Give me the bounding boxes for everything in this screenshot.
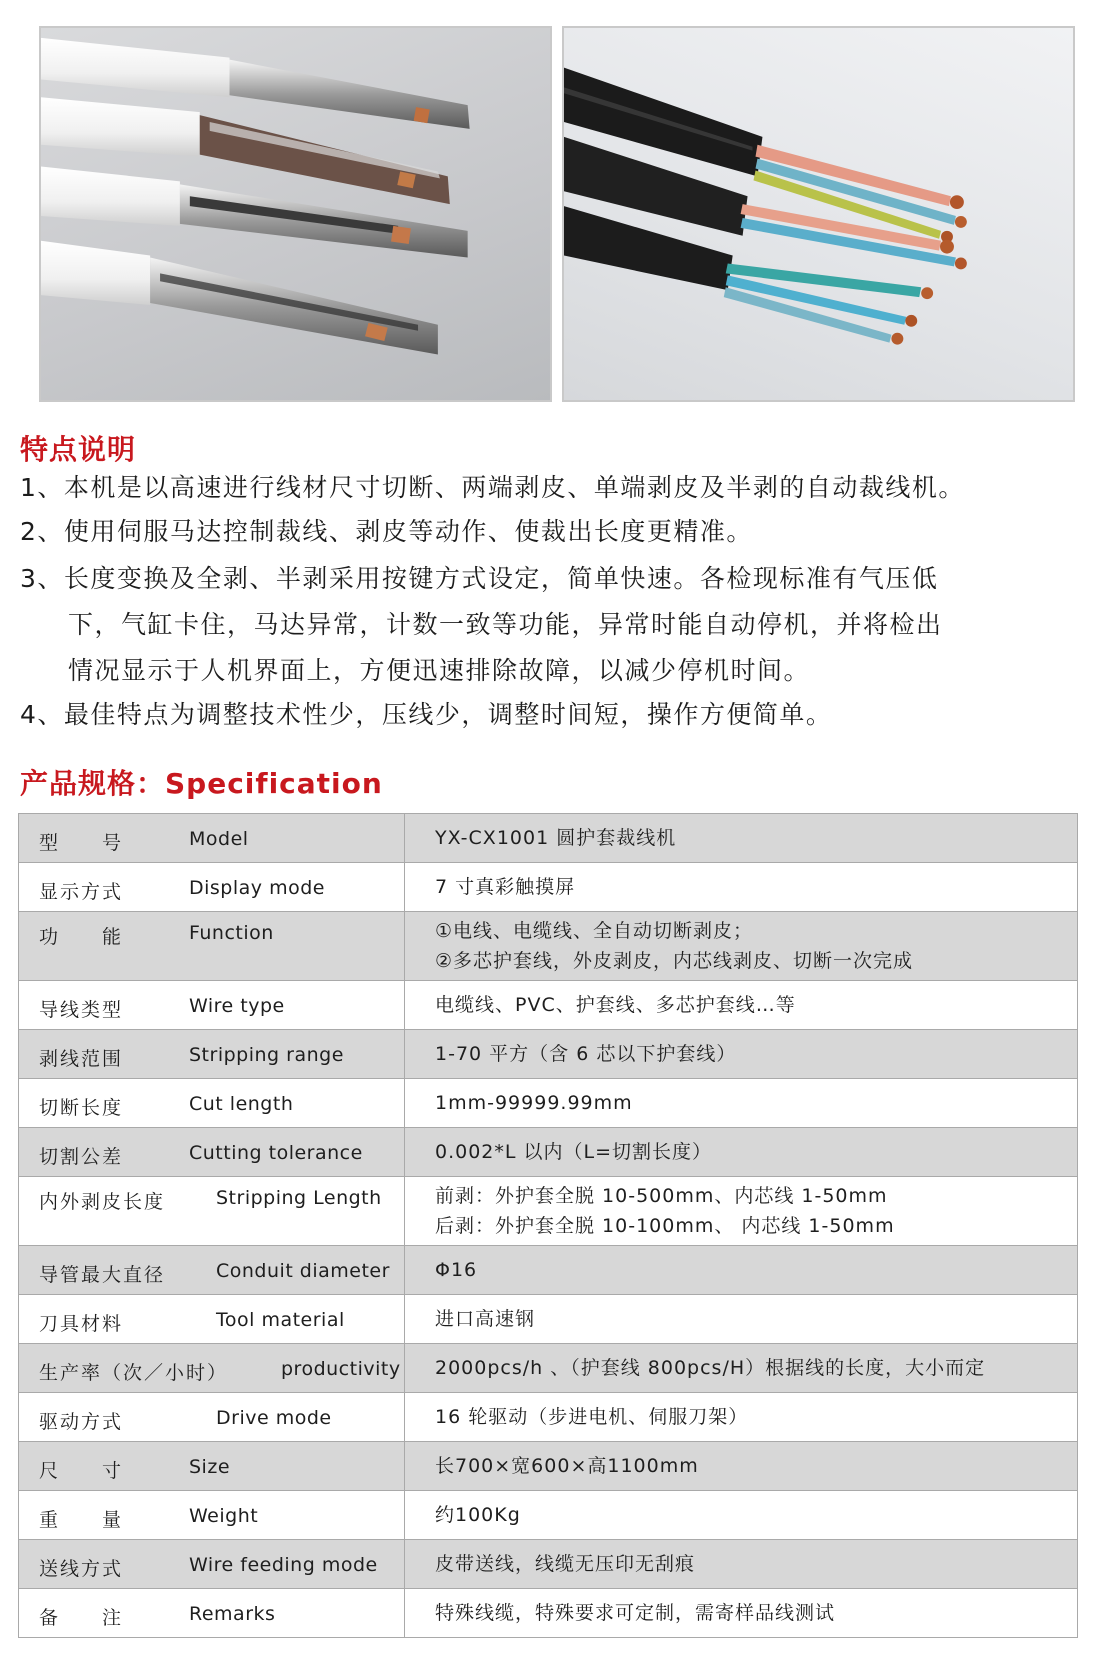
spec-label-cell: [19, 981, 405, 1030]
spec-value: ②多芯护套线，外皮剥皮，内芯线剥皮、切断一次完成: [435, 950, 914, 972]
spec-value: 2000pcs/h 、（护套线 800pcs/H）根据线的长度，大小而定: [435, 1357, 986, 1379]
spec-label-en: Drive mode: [216, 1407, 332, 1429]
spec-label-en: Cutting tolerance: [189, 1142, 363, 1164]
spec-value: 16 轮驱动（步进电机、伺服刀架）: [435, 1406, 749, 1428]
spec-label-cell: [19, 1128, 405, 1177]
spec-row: [19, 1079, 1078, 1128]
spec-value-cell: [405, 863, 1078, 912]
spec-title: 产品规格：Specification: [20, 767, 383, 800]
spec-label-zh: 剥线范围: [39, 1048, 124, 1070]
spec-value: 皮带送线，线缆无压印无刮痕: [435, 1553, 696, 1575]
spec-value-cell: [405, 1079, 1078, 1128]
spec-value: 7 寸真彩触摸屏: [435, 876, 576, 898]
spec-row: [19, 1491, 1078, 1540]
spec-label-en: Stripping range: [189, 1044, 344, 1066]
spec-value: 1-70 平方（含 6 芯以下护套线）: [435, 1043, 737, 1065]
spec-row: [19, 814, 1078, 863]
spec-value-cell: [405, 1393, 1078, 1442]
spec-value-cell: [405, 1589, 1078, 1638]
spec-value-cell: [405, 912, 1078, 981]
spec-label-zh: 显示方式: [39, 881, 124, 903]
spec-label-cell: [19, 863, 405, 912]
spec-value-cell: [405, 814, 1078, 863]
spec-row: [19, 1030, 1078, 1079]
spec-label-cell: [19, 1295, 405, 1344]
spec-value: Φ16: [435, 1259, 478, 1281]
spec-label-cell: [19, 1589, 405, 1638]
spec-label-en: Wire feeding mode: [189, 1554, 378, 1576]
feature-item-3-line-2: 下，气缸卡住，马达异常，计数一致等功能，异常时能自动停机，并将检出: [68, 610, 943, 639]
spec-label-cell: [19, 1177, 405, 1246]
spec-value-cell: [405, 1030, 1078, 1079]
spec-row: [19, 981, 1078, 1030]
spec-label-cell: [19, 1079, 405, 1128]
spec-label-zh: 导管最大直径: [39, 1264, 166, 1286]
feature-text: 本机是以高速进行线材尺寸切断、两端剥皮、单端剥皮及半剥的自动裁线机。: [63, 473, 965, 502]
spec-value: 长700×宽600×高1100mm: [435, 1455, 699, 1477]
spec-value-cell: [405, 1295, 1078, 1344]
spec-value: 特殊线缆，特殊要求可定制，需寄样品线测试: [435, 1602, 836, 1624]
spec-label-zh: 生产率（次／小时）: [39, 1362, 229, 1384]
cable-photo-white-jacket: [39, 26, 552, 402]
cable-photo-black-multicore: [562, 26, 1075, 402]
spec-label-cell: [19, 1442, 405, 1491]
spec-label-zh: 尺 寸: [39, 1460, 124, 1482]
spec-label-en: productivity: [281, 1358, 401, 1380]
spec-label-en: Remarks: [189, 1603, 276, 1625]
spec-label-en: Display mode: [189, 877, 325, 899]
spec-label-en: Cut length: [189, 1093, 294, 1115]
spec-table: [18, 813, 1078, 1638]
spec-label-zh: 内外剥皮长度: [39, 1191, 166, 1213]
spec-label-zh: 重 量: [39, 1509, 124, 1531]
feature-text: 长度变换及全剥、半剥采用按键方式设定，简单快速。各检现标准有气压低: [63, 564, 939, 593]
feature-text: 使用伺服马达控制裁线、剥皮等动作、使裁出长度更精准。: [63, 517, 753, 546]
spec-label-zh: 导线类型: [39, 999, 124, 1021]
spec-label-en: Size: [189, 1456, 231, 1478]
spec-label-cell: [19, 1393, 405, 1442]
spec-label-zh: 切断长度: [39, 1097, 124, 1119]
spec-label-zh: 备 注: [39, 1607, 124, 1629]
spec-row: [19, 1295, 1078, 1344]
spec-row: [19, 863, 1078, 912]
spec-label-cell: [19, 1246, 405, 1295]
spec-row: [19, 1344, 1078, 1393]
spec-row: [19, 912, 1078, 981]
spec-value: 电缆线、PVC、护套线、多芯护套线…等: [435, 994, 796, 1016]
spec-label-zh: 切割公差: [39, 1146, 124, 1168]
spec-label-en: Function: [189, 922, 274, 944]
spec-label-zh: 型 号: [39, 832, 124, 854]
spec-label-en: Model: [189, 828, 249, 850]
spec-value: 0.002*L 以内（L=切割长度）: [435, 1141, 713, 1163]
spec-label-en: Conduit diameter: [216, 1260, 390, 1282]
spec-label-en: Weight: [189, 1505, 259, 1527]
spec-row: [19, 1589, 1078, 1638]
feature-text: 最佳特点为调整技术性少，压线少，调整时间短，操作方便简单。: [63, 700, 833, 729]
feature-item-4: [20, 692, 832, 738]
spec-value-cell: [405, 1128, 1078, 1177]
spec-label-zh: 驱动方式: [39, 1411, 124, 1433]
feature-number: 2、: [20, 517, 64, 546]
feature-number: 1、: [20, 473, 64, 502]
spec-label-zh: 送线方式: [39, 1558, 124, 1580]
spec-value-cell: [405, 1246, 1078, 1295]
spec-label-cell: [19, 1491, 405, 1540]
spec-value: 后剥：外护套全脱 10-100mm、 内芯线 1-50mm: [435, 1215, 895, 1237]
spec-row: [19, 1540, 1078, 1589]
spec-row: [19, 1442, 1078, 1491]
spec-label-cell: [19, 814, 405, 863]
feature-item-3: [20, 556, 938, 602]
spec-label-en: Wire type: [189, 995, 285, 1017]
spec-label-cell: [19, 1540, 405, 1589]
feature-item-2: [20, 509, 753, 555]
spec-value-cell: [405, 1177, 1078, 1246]
spec-value-cell: [405, 1442, 1078, 1491]
spec-label-zh: 功 能: [39, 926, 124, 948]
spec-value-cell: [405, 1344, 1078, 1393]
spec-value-cell: [405, 1491, 1078, 1540]
feature-number: 3、: [20, 564, 64, 593]
feature-item-3-line-3: 情况显示于人机界面上，方便迅速排除故障，以减少停机时间。: [68, 656, 811, 685]
spec-label-cell: [19, 912, 405, 981]
spec-label-zh: 刀具材料: [39, 1313, 124, 1335]
spec-row: [19, 1177, 1078, 1246]
spec-row: [19, 1128, 1078, 1177]
spec-value: 前剥：外护套全脱 10-500mm、内芯线 1-50mm: [435, 1185, 888, 1207]
spec-value-cell: [405, 1540, 1078, 1589]
spec-label-en: Stripping Length: [216, 1187, 382, 1209]
spec-value: ①电线、电缆线、全自动切断剥皮；: [435, 920, 754, 942]
spec-row: [19, 1393, 1078, 1442]
spec-value-cell: [405, 981, 1078, 1030]
feature-number: 4、: [20, 700, 64, 729]
spec-label-en: Tool material: [216, 1309, 345, 1331]
spec-label-cell: [19, 1344, 405, 1393]
spec-value: 进口高速钢: [435, 1308, 536, 1330]
spec-row: [19, 1246, 1078, 1295]
spec-value: 约100Kg: [435, 1504, 521, 1526]
spec-value: 1mm-99999.99mm: [435, 1092, 633, 1114]
feature-item-1: [20, 465, 965, 511]
features-title: 特点说明: [20, 433, 137, 466]
spec-value: YX-CX1001 圆护套裁线机: [435, 827, 677, 849]
spec-label-cell: [19, 1030, 405, 1079]
